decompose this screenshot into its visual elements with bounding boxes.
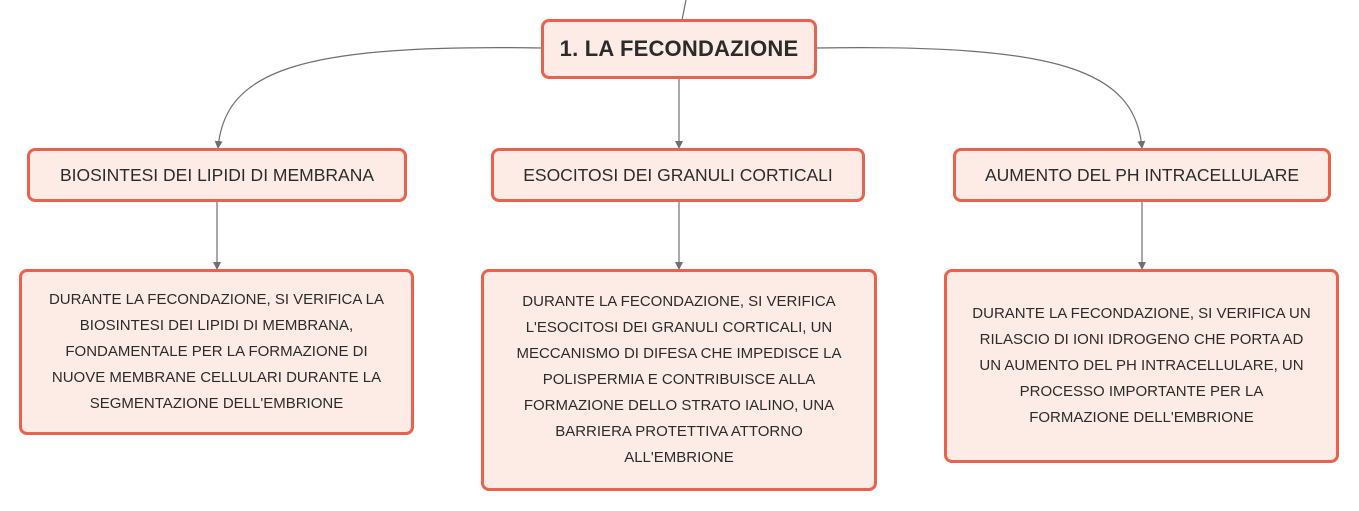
root-topic[interactable] [541,19,817,79]
detail-text [972,301,1310,431]
detail-line: RILASCIO DI IONI IDROGENO CHE PORTA AD [979,331,1304,348]
branch-topic-label: AUMENTO DEL PH INTRACELLULARE [984,164,1300,185]
detail-line: FORMAZIONE DELL'EMBRIONE [1029,409,1254,426]
connector-from-parent [682,0,686,20]
branch-topic-ph[interactable] [953,148,1331,202]
detail-line: NUOVE MEMBRANE CELLULARI DURANTE LA [51,369,382,386]
detail-text [516,289,841,471]
detail-line: UN AUMENTO DEL PH INTRACELLULARE, UN [979,357,1304,374]
detail-line: DURANTE LA FECONDAZIONE, SI VERIFICA UN [972,305,1311,322]
branch-topic-esocitosi[interactable] [491,148,865,202]
connector-root-to-branch-1 [218,48,542,148]
detail-line: PROCESSO IMPORTANTE PER LA [1019,383,1264,400]
detail-line: L'ESOCITOSI DEI GRANULI CORTICALI, UN [525,319,833,336]
detail-line: DURANTE LA FECONDAZIONE, SI VERIFICA [522,293,836,310]
detail-line: MECCANISMO DI DIFESA CHE IMPEDISCE LA [516,345,842,362]
root-topic-label: 1. LA FECONDAZIONE [559,36,799,61]
branch-topic-label: BIOSINTESI DEI LIPIDI DI MEMBRANA [59,164,375,185]
detail-line: BARRIERA PROTETTIVA ATTORNO [555,423,803,440]
branch-topic-label: ESOCITOSI DEI GRANULI CORTICALI [523,164,833,185]
detail-line: SEGMENTAZIONE DELL'EMBRIONE [89,395,344,412]
detail-line: POLISPERMIA E CONTRIBUISCE ALLA [542,371,816,388]
detail-line: FONDAMENTALE PER LA FORMAZIONE DI [65,343,368,360]
connector-root-to-branch-3 [816,48,1142,148]
detail-line: BIOSINTESI DEI LIPIDI DI MEMBRANA, [79,317,354,334]
detail-topic-biosintesi[interactable] [19,269,414,435]
detail-line: FORMAZIONE DELLO STRATO IALINO, UNA [523,397,835,414]
detail-line: ALL'EMBRIONE [624,449,734,466]
detail-text [49,287,384,417]
detail-topic-esocitosi[interactable] [481,269,877,491]
branch-topic-biosintesi[interactable] [27,148,407,202]
detail-line: DURANTE LA FECONDAZIONE, SI VERIFICA LA [48,291,385,308]
detail-topic-ph[interactable] [944,269,1339,463]
